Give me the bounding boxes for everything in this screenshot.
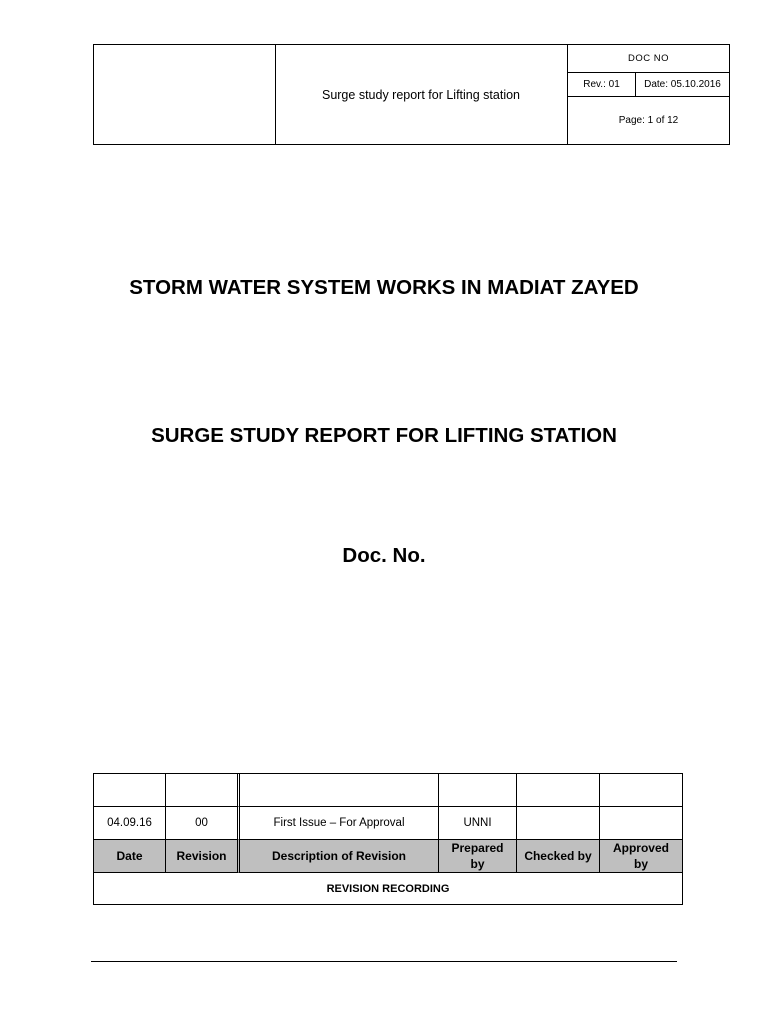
project-title: STORM WATER SYSTEM WORKS IN MADIAT ZAYED bbox=[129, 276, 639, 299]
doc-number-title: Doc. No. bbox=[342, 544, 426, 567]
column-header-description: Description of Revision bbox=[240, 840, 439, 873]
revision-recording-label: REVISION RECORDING bbox=[326, 882, 450, 895]
revision-table bbox=[93, 773, 683, 905]
document-header bbox=[93, 44, 730, 145]
page-label: Page: 1 of 12 bbox=[618, 115, 679, 126]
table-cell bbox=[439, 774, 517, 807]
table-cell bbox=[600, 807, 682, 840]
table-cell bbox=[94, 774, 166, 807]
column-header-revision: Revision bbox=[166, 840, 240, 873]
table-cell: First Issue – For Approval bbox=[240, 807, 439, 840]
date-label: Date: 05.10.2016 bbox=[636, 72, 729, 97]
table-cell bbox=[517, 807, 600, 840]
table-cell bbox=[517, 774, 600, 807]
footer-rule bbox=[91, 961, 677, 962]
doc-no-label: DOC NO bbox=[568, 45, 729, 73]
header-meta bbox=[568, 45, 729, 144]
column-header-date: Date bbox=[94, 840, 166, 873]
table-cell bbox=[240, 774, 439, 807]
table-cell: UNNI bbox=[439, 807, 517, 840]
table-cell: 00 bbox=[166, 807, 240, 840]
column-header-approved-by: Approved by bbox=[600, 840, 682, 873]
revision-label: Rev.: 01 bbox=[568, 72, 636, 97]
header-title: Surge study report for Lifting station bbox=[275, 45, 568, 144]
logo-cell bbox=[94, 45, 276, 144]
column-header-checked-by: Checked by bbox=[517, 840, 600, 873]
column-header-prepared-by: Prepared by bbox=[439, 840, 517, 873]
table-cell bbox=[600, 774, 682, 807]
table-cell bbox=[166, 774, 240, 807]
report-title: SURGE STUDY REPORT FOR LIFTING STATION bbox=[151, 424, 617, 447]
table-cell: 04.09.16 bbox=[94, 807, 166, 840]
